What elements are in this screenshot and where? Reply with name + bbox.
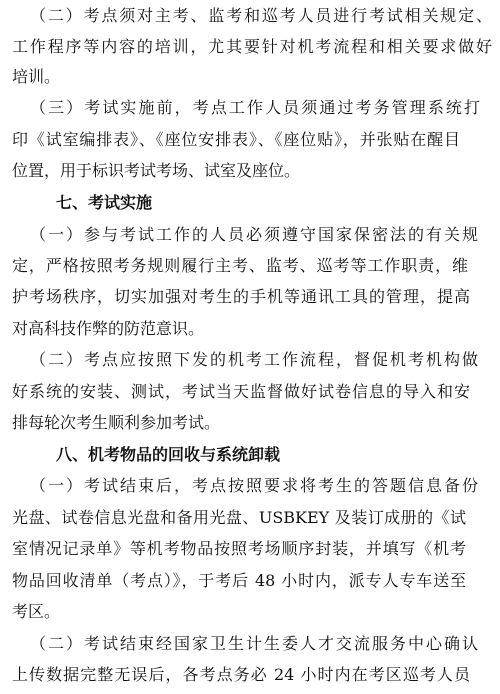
paragraph-line: （二）考点须对主考、监考和巡考人员进行考试相关规定、: [30, 6, 492, 25]
section-heading: 七、考试实施: [56, 193, 153, 212]
paragraph-line: （一）参与考试工作的人员必须遵守国家保密法的有关规: [30, 225, 478, 244]
paragraph-line: 好系统的安装、测试，考试当天监督做好试卷信息的导入和安: [12, 382, 470, 401]
paragraph-line: 培训。: [12, 67, 61, 86]
paragraph-line: （三）考试实施前，考点工作人员须通过考务管理系统打: [30, 98, 480, 117]
paragraph-line: 上传数据完整无误后，各考点务必 24 小时内在考区巡考人员: [12, 665, 470, 684]
paragraph-line: （二）考试结束经国家卫生计生委人才交流服务中心确认: [30, 634, 478, 653]
paragraph-line: 排每轮次考生顺利参加考试。: [12, 413, 221, 432]
paragraph-line: 定，严格按照考务规则履行主考、监考、巡考等工作职责，维: [12, 256, 468, 275]
paragraph-line: 印《试室编排表》、《座位安排表》、《座位贴》，并张贴在醒目: [12, 130, 460, 149]
paragraph-line: 室情况记录单》等机考物品按照考场顺序封装，并填写《机考: [12, 539, 466, 558]
paragraph-line: 工作程序等内容的培训，尤其要针对机考流程和相关要求做好: [12, 37, 492, 56]
paragraph-line: 物品回收清单（考点）》，于考后 48 小时内，派专人专车送至: [12, 571, 466, 590]
paragraph-line: （二）考点应按照下发的机考工作流程，督促机考机构做: [30, 350, 478, 369]
paragraph-line: 光盘、试卷信息光盘和备用光盘、USBKEY 及装订成册的《试: [12, 508, 466, 527]
paragraph-line: 位置，用于标识考试考场、试室及座位。: [12, 161, 301, 180]
paragraph-line: （一）考试结束后，考点按照要求将考生的答题信息备份: [30, 476, 478, 495]
section-heading: 八、机考物品的回收与系统卸载: [56, 445, 281, 464]
paragraph-line: 护考场秩序，切实加强对考生的手机等通讯工具的管理，提高: [12, 287, 470, 306]
paragraph-line: 对高科技作弊的防范意识。: [12, 319, 205, 338]
paragraph-line: 考区。: [12, 602, 61, 621]
